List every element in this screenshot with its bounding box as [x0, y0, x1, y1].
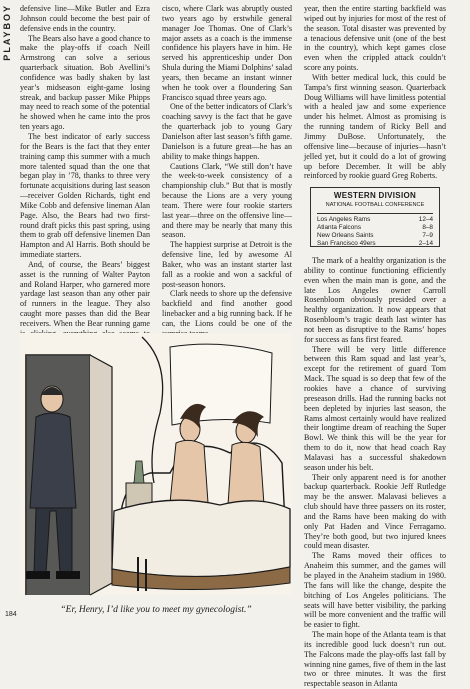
article-paragraph: The best indicator of early success for the Bears is the fact that they enter training camp this summer with a much more talented squad than the one that began play in ’78, thanks to three very fortunate acquisitions during last season—receiver Golden Richards, tight end Mike Cobb and defensive lineman Alan Page. Also, the Bears had two first-round draft picks this past spring, using them to grab off defensive linemen Dan Hampton and Al Harris. Both should be immediate starters.: [20, 131, 150, 260]
cartoon-woman-right-body: [228, 442, 264, 505]
standings-team: New Orleans Saints: [317, 231, 374, 239]
article-paragraph: Clark needs to shore up the defensive backfield and find another good linebacker and a big running back. If he can, the Lions could be one of the: [162, 289, 292, 328]
standings-row: [317, 232, 433, 240]
article-paragraph: defensive line—Mike Butler and Ezra Johnson could become the best pair of defensive ends in the country.: [20, 4, 150, 33]
article-paragraph: And, of course, the Bears’ biggest asset is the running of Walter Payton and Roland Harper, who garnered more yardage last season than any other pair of runners in the league. They also caught more passes than did the Bear receivers. When the Bear running game: [20, 259, 150, 328]
standings-record: 7–9: [422, 231, 433, 239]
article-column-1: [20, 4, 150, 326]
cartoon-caption: “Er, Henry, I’d like you to meet my gynecologist.”: [60, 605, 252, 615]
standings-row: [317, 224, 433, 232]
standings-record: 2–14: [418, 239, 433, 247]
cartoon-illustration: [20, 333, 292, 595]
cartoon-woman-left-body: [170, 440, 208, 503]
standings-record: 12–4: [418, 215, 433, 223]
cartoon-door-panel: [90, 355, 112, 595]
article-paragraph: Cautions Clark, “We still don’t have the week-to-week consistency of a championship club.” But that is mostly because the Lions are a very young team. There were four rookie starters last year—three on the offensive line—and there may be nearly that many this season.: [162, 161, 292, 240]
cartoon-man-body: [30, 413, 76, 508]
standings-team: San Francisco 49ers: [317, 239, 376, 247]
article-column-3-bottom: [304, 256, 446, 689]
standings-team: Los Angeles Rams: [317, 215, 371, 223]
article-paragraph: The happiest surprise at Detroit is the defensive line, led by awesome Al Baker, who was an instant starter last fall as a rookie and won a sackful of post-season honors.: [162, 240, 292, 289]
article-column-3: [304, 4, 446, 689]
standings-title: WESTERN DIVISION: [333, 191, 417, 200]
standings-row: [317, 240, 433, 248]
article-paragraph: The mark of a healthy organization is the ability to continue functioning efficiently even when the main man is gone, and the late Los Angeles owner Carroll Rosenbloom obviously presided over a healthy organization. It now appears that Rosenbloom’s tragic death last winter has not been as disruptive to the Rams’ hopes for success as fans first feared.: [304, 256, 446, 344]
article-paragraph: The main hope of the Atlanta team is that its incredible good luck doesn’t run out. The Falcons made the play-offs last fall by winning nine games, five of them in the last two or three minutes. It was the first respectable season in Atlanta: [304, 630, 446, 689]
article-column-2: [162, 4, 293, 328]
standings-record: 8–8: [422, 223, 433, 231]
article-paragraph: year, then the entire starting backfield was wiped out by injuries for most of the rest of the season. Total disaster was prevented by a tenacious defensive unit (one of the best in the country), which kept games close even when the crippled attack couldn’t score any points.: [304, 4, 446, 73]
cartoon-drawing: [20, 333, 292, 595]
article-column-3-top: [304, 4, 446, 180]
standings-rows: [317, 216, 433, 248]
article-paragraph: One of the better indicators of Clark’s coaching savvy is the fact that he gave the quarterback job to young Gary Danielson after last season’s fifth game. Danielson is a future great—he has an ability to make things happen.: [162, 102, 293, 161]
cartoon-bottle: [134, 461, 144, 483]
article-paragraph: The Bears also have a good chance to make the play-offs if coach Neill Armstrong can solve a serious quarterback situation. Bob Avellini’s confidence was badly shaken by last year’s midseason eight-game losing streak, and backup passer Mike Phipps may need to reach some of the potential he showed when he came into the pros ten years ago.: [20, 33, 150, 132]
cartoon-man-shoe-right: [56, 571, 80, 579]
article-paragraph: cisco, where Clark was abruptly ousted two years ago by erstwhile general manager Joe Thomas. One of Clark’s major assets as a coach is the immense confidence his players have in him. He served his apprenticeship under Don Shula during the Miami Dolphins’ salad years, then became an instant winner when he took over a floundering San Francisco squad three years ago.: [162, 4, 292, 102]
standings-subtitle: NATIONAL FOOTBALL CONFERENCE: [317, 201, 433, 214]
article-paragraph: There will be very little difference between this Ram squad and last year’s, except for the retirement of guard Tom Mack. The squad is so deep that few of the rookies have a chance of surviving preseason drills. Had the running backs not been depleted by injuries last season, the Rams almost certainly would have realized their longtime dream of reaching the Super Bowl. We think this will be the year for them to do it, now that head coach Ray Malavasi has a successful shakedown season under his belt.: [304, 344, 446, 472]
standings-row: [317, 216, 433, 224]
article-paragraph: With better medical luck, this could be Tampa’s first winning season. Quarterback Doug Williams will have limitless potential with a healed jaw and some experience under his helmet. Almost as promising is the running tandem of Ricky Bell and Jimmy DuBose. Unfortunately, the offensive line—because of injuries—hasn’t jelled yet, but it could do a lot of growing up before December. It will be ably reinforced by rookie guard Greg Roberts.: [304, 72, 446, 181]
page-number: 184: [5, 611, 17, 618]
standings-table: [310, 187, 440, 247]
standings-team: Atlanta Falcons: [317, 223, 362, 231]
article-paragraph: The Rams moved their offices to Anaheim this summer, and the games will be played in the Anaheim stadium in 1980. The fans will like the change, despite the bitching of Los Angeles politicians. The seats will have better visibility, the parking will be more convenient and the traffic will be easier to fight.: [304, 551, 446, 630]
masthead: PLAYBOY: [2, 4, 12, 61]
cartoon-man-shoe-left: [26, 571, 50, 579]
article-paragraph: Their only apparent need is for another backup quarterback. Rookie Jeff Rutledge may be the answer. Malavasi believes a club should have three passers on its roster, and the Rams have been making do with only Pat Haden and Vince Ferragamo. They’re both good, but two injured knees could mean disaster.: [304, 472, 446, 551]
